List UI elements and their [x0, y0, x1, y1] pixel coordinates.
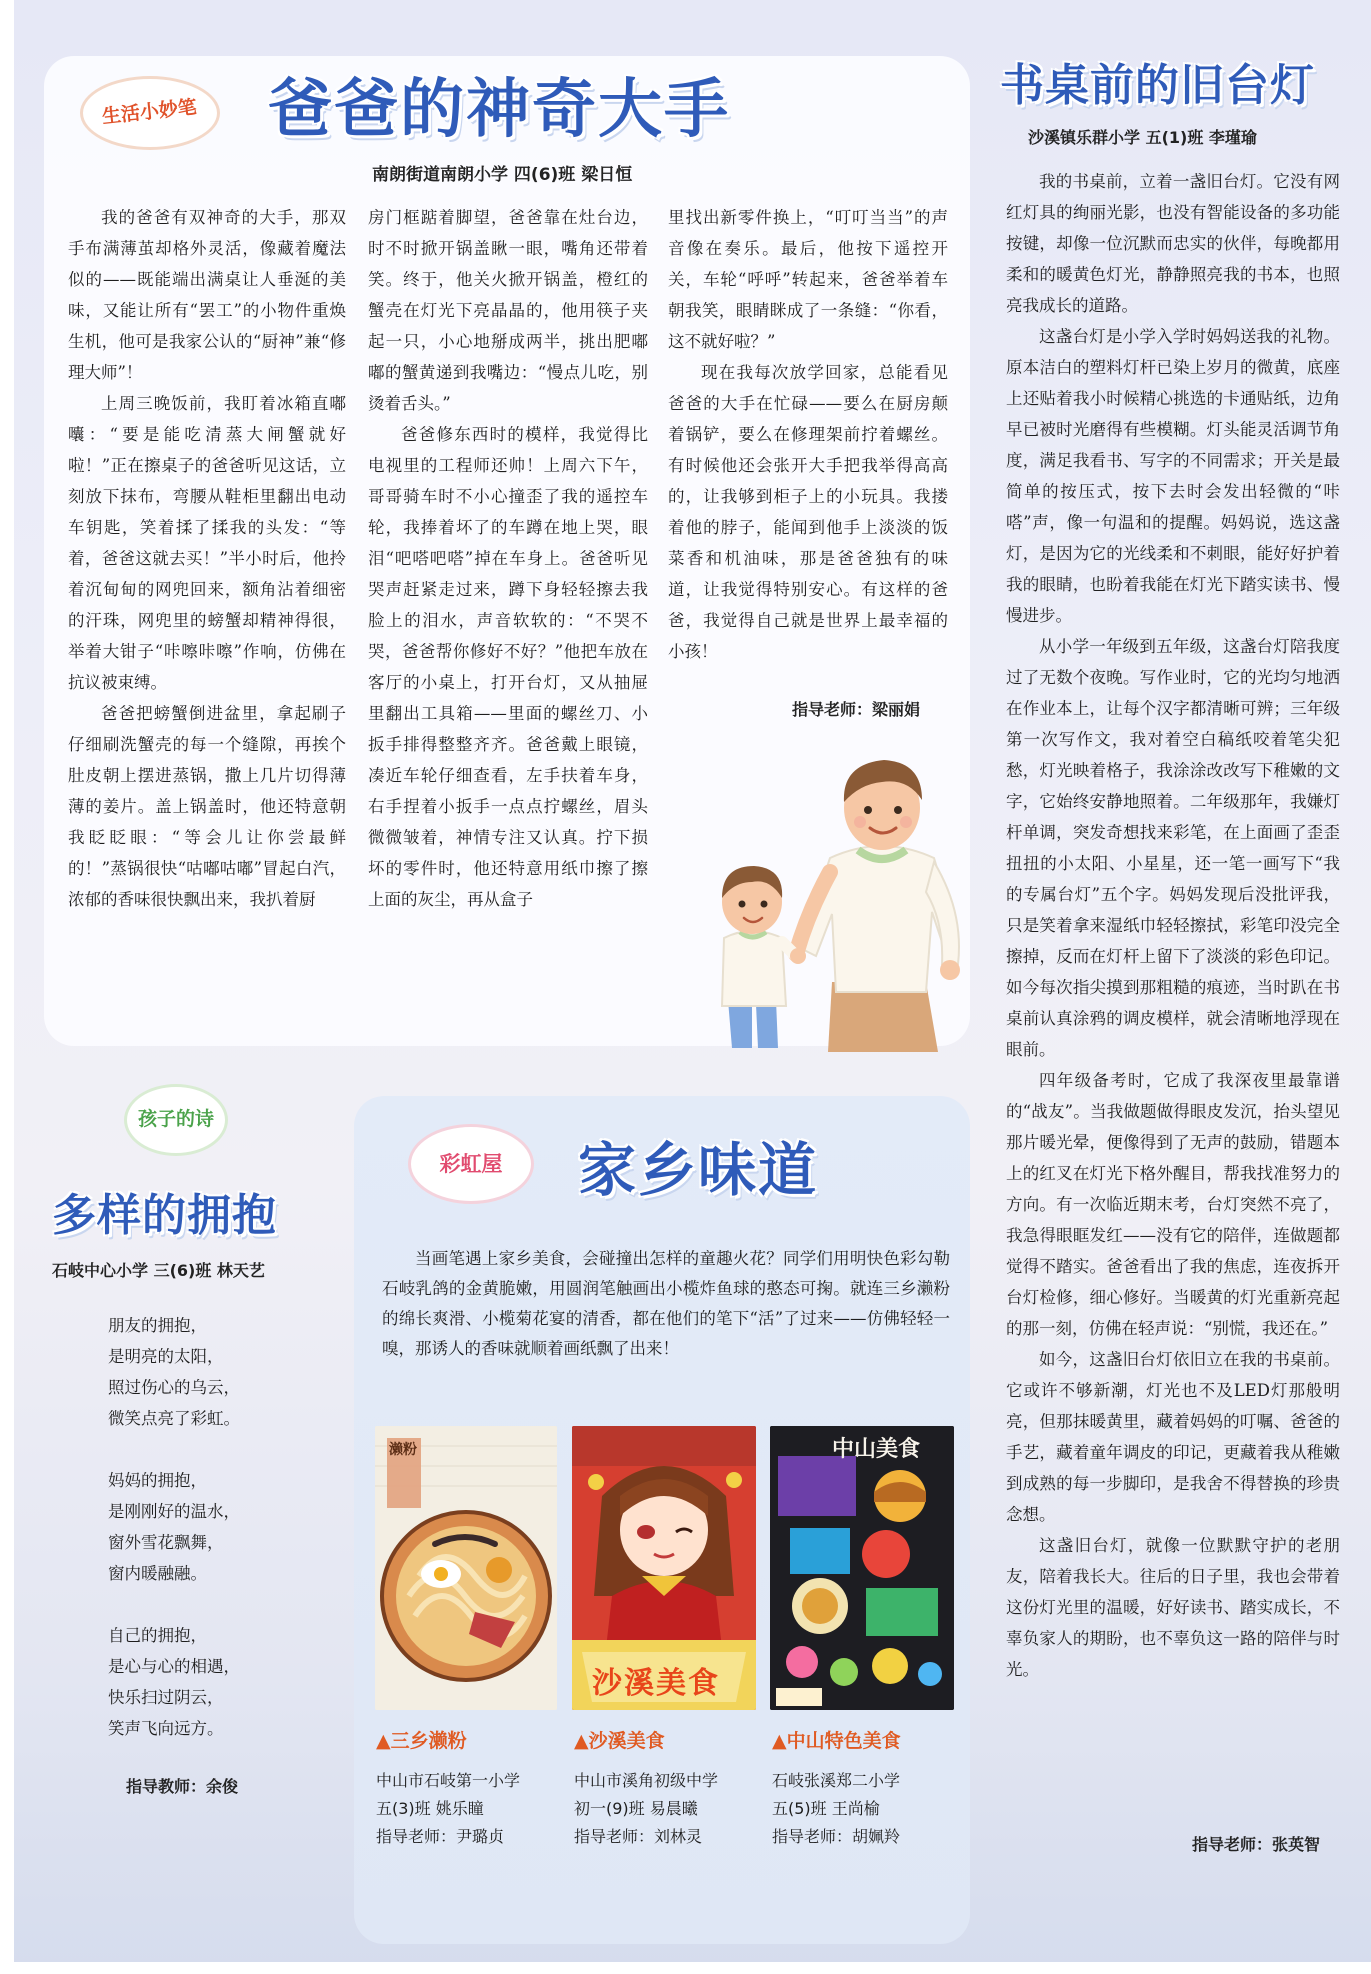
- paragraph: 四年级备考时，它成了我深夜里最靠谱的“战友”。当我做题做得眼皮发沉，抬头望见那片暖光晕，便像得到了无声的鼓励，错题本上的红叉在灯光下格外醒目，帮我找准努力的方向。有一次临近期末考，台灯突然不亮了，我急得眼眶发红——没有它的陪伴，连做题都觉得不踏实。爸爸看出了我的焦虑，连夜拆开台灯检修，细心修好。当暖黄的灯光重新亮起的那一刻，仿佛在轻声说：“别慌，我还在。”: [1006, 1071, 1340, 1338]
- column-sticker-life-pen: [80, 76, 220, 150]
- artwork-title: ▲三乡濑粉: [376, 1730, 467, 1752]
- artwork-badge: 中山美食: [832, 1437, 921, 1462]
- poem-line: 朋友的拥抱，: [108, 1316, 207, 1335]
- artwork-badge: 沙溪美食: [592, 1666, 720, 1701]
- story-byline-dad-hands: 南朗街道南朗小学 四(6)班 梁日恒: [372, 165, 633, 185]
- story-intro-hometown-flavor: [382, 1244, 950, 1364]
- artwork-title: ▲沙溪美食: [574, 1730, 665, 1752]
- column-sticker-label: 彩虹屋: [439, 1151, 503, 1176]
- artwork-student: 五(3)班 姚乐瞳: [376, 1799, 484, 1818]
- paragraph: 我的书桌前，立着一盏旧台灯。它没有网红灯具的绚丽光影，也没有智能设备的多功能按键，却像一位沉默而忠实的伙伴，每晚都用柔和的暖黄色灯光，静静照亮我的书本，也照亮我成长的道路。: [1006, 172, 1340, 315]
- poem-line: 窗内暖融融。: [108, 1564, 207, 1583]
- paragraph: 现在我每次放学回家，总能看见爸爸的大手在忙碌——要么在厨房颠着锅铲，要么在修理架前拧着螺丝。有时候他还会张开大手把我举得高高的，让我够到柜子上的小玩具。我搂着他的脖子，能闻到他手上淡淡的饭菜香和机油味，那是爸爸独有的味道，让我觉得特别安心。有这样的爸爸，我觉得自己就是世界上最幸福的小孩！: [668, 363, 948, 661]
- artwork-school: 石岐张溪郑二小学: [772, 1771, 901, 1790]
- poem-title-hugs: 多样的拥抱: [52, 1190, 277, 1241]
- artwork-title: ▲中山特色美食: [772, 1730, 901, 1752]
- artwork-student: 初一(9)班 易晨曦: [574, 1799, 698, 1818]
- poem-stanza: [108, 1465, 308, 1589]
- story-title-dad-hands: 爸爸的神奇大手: [268, 73, 730, 147]
- column-sticker-label: 孩子的诗: [137, 1108, 214, 1131]
- poem-line: 妈妈的拥抱，: [108, 1471, 207, 1490]
- column-sticker-kids-poem: [124, 1084, 228, 1156]
- paragraph-continued: 房门框踮着脚望，爸爸靠在灶台边，时不时掀开锅盖瞅一眼，嘴角还带着笑。终于，他关火掀开锅盖，橙红的蟹壳在灯光下亮晶晶的，他用筷子夹起一只，小心地掰成两半，挑出肥嘟嘟的蟹黄递到我嘴边：“慢点儿吃，别烫着舌头。”: [368, 208, 648, 413]
- zhongshan-food-collage-drawing: [770, 1426, 954, 1710]
- page-left-margin: [0, 0, 14, 1974]
- poem-line: 是明亮的太阳，: [108, 1347, 224, 1366]
- paragraph: 爸爸把螃蟹倒进盆里，拿起刷子仔细刷洗蟹壳的每一个缝隙，再挨个肚皮朝上摆进蒸锅，撒上几片切得薄薄的姜片。盖上锅盖时，他还特意朝我眨眨眼：“等会儿让你尝最鲜的！”蒸锅很快“咕嘟咕嘟”冒起白汽，浓郁的香味很快飘出来，我扒着厨: [68, 704, 346, 909]
- paragraph: 爸爸修东西时的模样，我觉得比电视里的工程师还帅！上周六下午，哥哥骑车时不小心撞歪了我的遥控车轮，我捧着坏了的车蹲在地上哭，眼泪“吧嗒吧嗒”掉在车身上。爸爸听见哭声赶紧走过来，蹲下身轻轻擦去我脸上的泪水，声音软软的：“不哭不哭，爸爸帮你修好不好？”他把车放在客厅的小桌上，打开台灯，又从抽屉里翻出工具箱——里面的螺丝刀、小扳手排得整整齐齐。爸爸戴上眼镜，凑近车轮仔细查看，左手扶着车身，右手捏着小扳手一点点拧螺丝，眉头微微皱着，神情专注又认真。拧下损坏的零件时，他还特意用纸巾擦了擦上面的灰尘，再从盒子: [368, 425, 648, 909]
- poem-line: 自己的拥抱，: [108, 1626, 207, 1645]
- paragraph: 如今，这盏旧台灯依旧立在我的书桌前。它或许不够新潮，灯光也不及LED灯那般明亮，但那抹暖黄里，藏着妈妈的叮嘱、爸爸的手艺，藏着童年调皮的印记，更藏着我从稚嫩到成熟的每一步脚印，是我舍不得替换的珍贵念想。: [1006, 1350, 1340, 1524]
- page-bottom-margin: [0, 1962, 1371, 1974]
- artwork-school: 中山市溪角初级中学: [574, 1771, 719, 1790]
- poem-line: 快乐扫过阴云，: [108, 1688, 224, 1707]
- noodle-bowl-drawing: [375, 1426, 557, 1710]
- story-column-2: [368, 202, 648, 915]
- paragraph-continued: 里找出新零件换上，“叮叮当当”的声音像在奏乐。最后，他按下遥控开关，车轮“呼呼”转起来，爸爸举着车朝我笑，眼睛眯成了一条缝：“你看，这不就好啦？”: [668, 208, 948, 351]
- poem-line: 微笑点亮了彩虹。: [108, 1409, 240, 1428]
- story-column-old-lamp: [1006, 166, 1340, 1685]
- paragraph: 从小学一年级到五年级，这盏台灯陪我度过了无数个夜晚。写作业时，它的光均匀地洒在作业本上，让每个汉字都清晰可辨；三年级第一次写作文，我对着空白稿纸咬着笔尖犯愁，灯光映着格子，我涂涂改改写下稚嫩的文字，它始终安静地照着。二年级那年，我嫌灯杆单调，突发奇想找来彩笔，在上面画了歪歪扭扭的小太阳、小星星，还一笔一画写下“我的专属台灯”五个字。妈妈发现后没批评我，只是笑着拿来湿纸巾轻轻擦拭，彩笔印没完全擦掉，反而在灯杆上留下了淡淡的彩色印记。如今每次指尖摸到那粗糙的痕迹，当时趴在书桌前认真涂鸦的调皮模样，就会清晰地浮现在眼前。: [1006, 637, 1340, 1059]
- poem-byline-hugs: 石岐中心小学 三(6)班 林天艺: [52, 1261, 265, 1280]
- artwork-sanxiang-noodles: [375, 1426, 557, 1710]
- paragraph: 这盏旧台灯，就像一位默默守护的老朋友，陪着我长大。往后的日子里，我也会带着这份灯光里的温暖，好好读书、踏实成长，不辜负家人的期盼，也不辜负这一路的陪伴与时光。: [1006, 1536, 1340, 1679]
- artwork-zhongshan-specialties: [770, 1426, 954, 1710]
- father-child-drawing: [712, 742, 974, 1052]
- artwork-shaxi-food: [572, 1426, 756, 1710]
- paragraph: 当画笔遇上家乡美食，会碰撞出怎样的童趣火花？同学们用明快色彩勾勒石岐乳鸽的金黄脆嫩，用圆润笔触画出小榄炸鱼球的憨态可掬。就连三乡濑粉的绵长爽滑、小榄菊花宴的清香，都在他们的笔下“活”了过来——仿佛轻轻一嗅，那诱人的香味就顺着画纸飘了出来！: [382, 1249, 950, 1358]
- poem-line: 是心与心的相遇，: [108, 1657, 240, 1676]
- story-title-old-lamp: 书桌前的旧台灯: [1000, 60, 1315, 111]
- poem-stanza: [108, 1310, 308, 1434]
- artwork-teacher: 指导老师：尹璐贞: [376, 1827, 505, 1846]
- father-child-illustration: [712, 742, 974, 1052]
- paragraph: 这盏台灯是小学入学时妈妈送我的礼物。原本洁白的塑料灯杆已染上岁月的微黄，底座上还贴着我小时候精心挑选的卡通贴纸，边角早已被时光磨得有些模糊。灯头能灵活调节角度，满足我看书、写字的不同需求；开关是最简单的按压式，按下去时会发出轻微的“咔嗒”声，像一句温和的提醒。妈妈说，选这盏灯，是因为它的光线柔和不刺眼，能好好护着我的眼睛，也盼着我能在灯光下踏实读书、慢慢进步。: [1006, 327, 1340, 625]
- artwork-student: 五(5)班 王尚榆: [772, 1799, 880, 1818]
- poem-teacher-hugs: 指导教师：余俊: [126, 1777, 239, 1796]
- poem-stanza: [108, 1620, 308, 1744]
- poem-line: 窗外雪花飘舞，: [108, 1533, 224, 1552]
- poem-body-hugs: [108, 1310, 308, 1775]
- story-byline-old-lamp: 沙溪镇乐群小学 五(1)班 李瑾瑜: [1028, 128, 1257, 147]
- paragraph: 上周三晚饭前，我盯着冰箱直嘟囔：“要是能吃清蒸大闸蟹就好啦！”正在擦桌子的爸爸听见这话，立刻放下抹布，弯腰从鞋柜里翻出电动车钥匙，笑着揉了揉我的头发：“等着，爸爸这就去买！”半小时后，他拎着沉甸甸的网兜回来，额角沾着细密的汗珠，网兜里的螃蟹却精神得很，举着大钳子“咔嚓咔嚓”作响，仿佛在抗议被束缚。: [68, 394, 346, 692]
- column-sticker-label: 生活小妙笔: [101, 96, 199, 128]
- artwork-teacher: 指导老师：胡姵羚: [772, 1827, 901, 1846]
- story-title-hometown-flavor: 家乡味道: [578, 1136, 819, 1204]
- artwork-teacher: 指导老师：刘林灵: [574, 1827, 703, 1846]
- story-teacher-dad-hands: 指导老师：梁丽娟: [792, 700, 921, 719]
- poem-line: 照过伤心的乌云，: [108, 1378, 240, 1397]
- story-teacher-old-lamp: 指导老师：张英智: [1192, 1835, 1321, 1854]
- artwork-school: 中山市石岐第一小学: [376, 1771, 521, 1790]
- artwork-badge: 濑粉: [389, 1442, 417, 1458]
- paragraph: 我的爸爸有双神奇的大手，那双手布满薄茧却格外灵活，像藏着魔法似的——既能端出满桌让人垂涎的美味，又能让所有“罢工”的小物件重焕生机，他可是我家公认的“厨神”兼“修理大师”！: [68, 208, 346, 382]
- poem-line: 是刚刚好的温水，: [108, 1502, 240, 1521]
- column-sticker-rainbow-house: [408, 1124, 534, 1204]
- poem-line: 笑声飞向远方。: [108, 1719, 224, 1738]
- story-column-3: [668, 202, 948, 667]
- story-column-1: [68, 202, 346, 915]
